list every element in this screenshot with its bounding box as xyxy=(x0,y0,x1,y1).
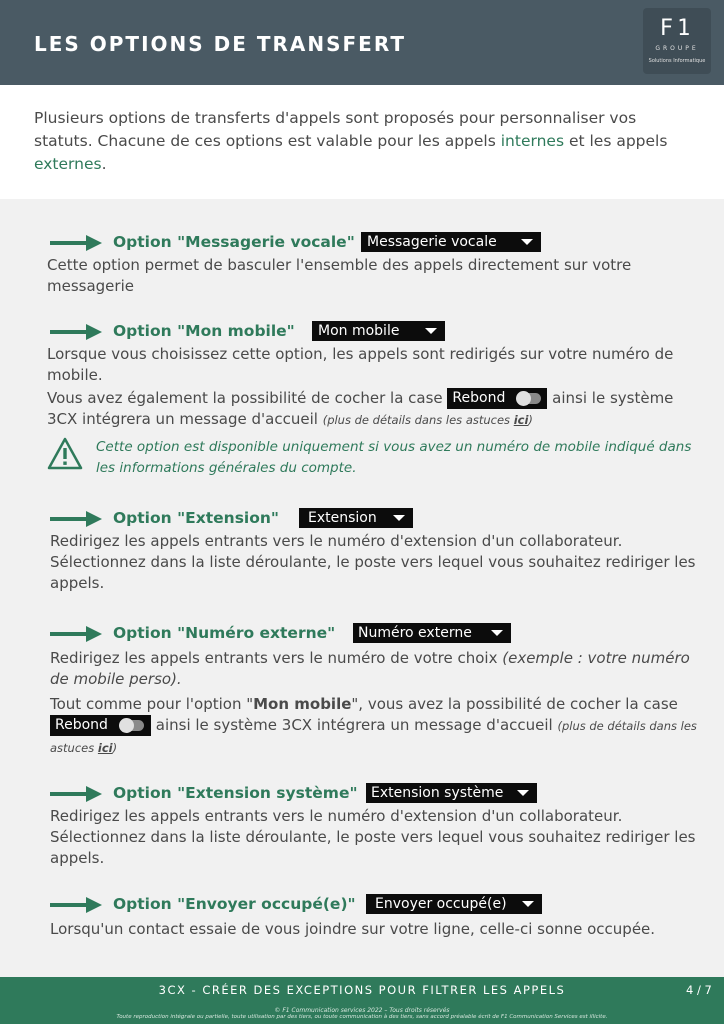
option-occupe-header xyxy=(0,893,724,917)
company-logo xyxy=(643,8,711,74)
page-header xyxy=(0,0,724,85)
option-occupe-desc: Lorsqu'un contact essaie de vous joindre sur votre ligne, celle-ci sonne occupée. xyxy=(50,920,656,938)
option-messagerie-desc: Cette option permet de basculer l'ensemble des appels directement sur votre messagerie xyxy=(47,256,632,295)
option-systeme-desc: Redirigez les appels entrants vers le numéro d'extension d'un collaborateur. Sélectionnez dans la liste déroulante, le poste vers lequel vous souhaitez rediriger les appels. xyxy=(50,807,696,867)
logo-group: GROUPE xyxy=(655,45,699,52)
intro-section xyxy=(0,85,724,199)
option-externe-rebond-text: Tout comme pour l'option "Mon mobile", vous avez la possibilité de cocher la case Rebond ainsi le système 3CX intégrera un message d'accueil (plus de détails dans les astuces ici) xyxy=(50,695,697,755)
option-extension-title: Option "Extension" xyxy=(113,509,279,527)
dropdown-value: Mon mobile xyxy=(318,323,400,339)
arrow-right-icon xyxy=(50,897,102,913)
extension-dropdown[interactable] xyxy=(299,508,413,528)
chevron-down-icon xyxy=(517,790,529,796)
rebond-label: Rebond xyxy=(452,390,506,406)
arrow-right-icon xyxy=(50,626,102,642)
arrow-right-icon xyxy=(50,235,102,251)
option-externe-title: Option "Numéro externe" xyxy=(113,624,336,642)
rebond-toggle[interactable] xyxy=(447,388,547,409)
footer-legal: Toute reproduction intégrale ou partielle, toute utilisation par des tiers, ou toute communication à des tiers, sans accord préalable écrit de F1 Communication Services est illicite. xyxy=(116,1014,608,1020)
dropdown-value: Messagerie vocale xyxy=(367,234,497,250)
intro-text: Plusieurs options de transferts d'appels sont proposés pour personnaliser vos statuts. Chacune de ces options est valable pour les appels internes et les appels externes. xyxy=(34,109,668,173)
option-occupe-title: Option "Envoyer occupé(e)" xyxy=(113,895,356,913)
chevron-down-icon xyxy=(425,328,437,334)
warning-icon xyxy=(47,437,83,471)
option-externe-desc: Redirigez les appels entrants vers le numéro de votre choix (exemple : votre numéro de mobile perso). xyxy=(50,649,690,688)
option-mobile-rebond-text: Vous avez également la possibilité de cocher la case Rebond ainsi le système 3CX intégrera un message d'accueil (plus de détails dans les astuces ici) xyxy=(47,389,674,428)
option-systeme-title: Option "Extension système" xyxy=(113,784,358,802)
dropdown-value: Extension système xyxy=(371,785,504,801)
arrow-right-icon xyxy=(50,324,102,340)
externes-highlight: externes xyxy=(34,155,102,173)
arrow-right-icon xyxy=(50,511,102,527)
dropdown-value: Numéro externe xyxy=(358,625,472,641)
footer-copyright: © F1 Communication services 2022 – Tous droits réservés xyxy=(274,1007,450,1014)
dropdown-value: Extension xyxy=(308,510,377,526)
option-mobile-desc: Lorsque vous choisissez cette option, les appels sont redirigés sur votre numéro de mobile. xyxy=(47,345,674,384)
astuces-link[interactable]: ici xyxy=(97,741,113,755)
chevron-down-icon xyxy=(491,630,503,636)
chevron-down-icon xyxy=(522,901,534,907)
footer-title: 3CX - CRÉER DES EXCEPTIONS POUR FILTRER LES APPELS xyxy=(158,983,566,997)
option-messagerie-header xyxy=(0,231,724,255)
option-externe-header xyxy=(0,622,724,646)
logo-mark: F1 xyxy=(659,16,695,41)
page-footer xyxy=(0,977,724,1024)
option-messagerie-title: Option "Messagerie vocale" xyxy=(113,233,355,251)
option-systeme-header xyxy=(0,782,724,806)
logo-subtitle: Solutions Informatique xyxy=(648,58,706,64)
toggle-knob xyxy=(119,718,134,733)
option-extension-header xyxy=(0,507,724,531)
occupe-dropdown[interactable] xyxy=(366,894,542,914)
option-mobile-title: Option "Mon mobile" xyxy=(113,322,295,340)
internes-highlight: internes xyxy=(500,132,565,150)
option-extension-desc: Redirigez les appels entrants vers le numéro d'extension d'un collaborateur. Sélectionnez dans la liste déroulante, le poste vers lequel vous souhaitez rediriger les appels. xyxy=(50,532,696,592)
page-number: 4 / 7 xyxy=(686,983,712,997)
rebond-toggle[interactable] xyxy=(50,715,151,736)
messagerie-dropdown[interactable] xyxy=(361,232,541,252)
chevron-down-icon xyxy=(393,515,405,521)
page-title: LES OPTIONS DE TRANSFERT xyxy=(34,32,406,56)
chevron-down-icon xyxy=(521,239,533,245)
option-mobile-header xyxy=(0,320,724,344)
rebond-label: Rebond xyxy=(55,717,108,733)
systeme-dropdown[interactable] xyxy=(366,783,537,803)
dropdown-value: Envoyer occupé(e) xyxy=(375,896,507,912)
externe-dropdown[interactable] xyxy=(353,623,511,643)
astuces-link[interactable]: ici xyxy=(513,413,529,427)
arrow-right-icon xyxy=(50,786,102,802)
mobile-dropdown[interactable] xyxy=(312,321,445,341)
mobile-warning-text: Cette option est disponible uniquement si vous avez un numéro de mobile indiqué dans les informations générales du compte. xyxy=(96,439,692,476)
